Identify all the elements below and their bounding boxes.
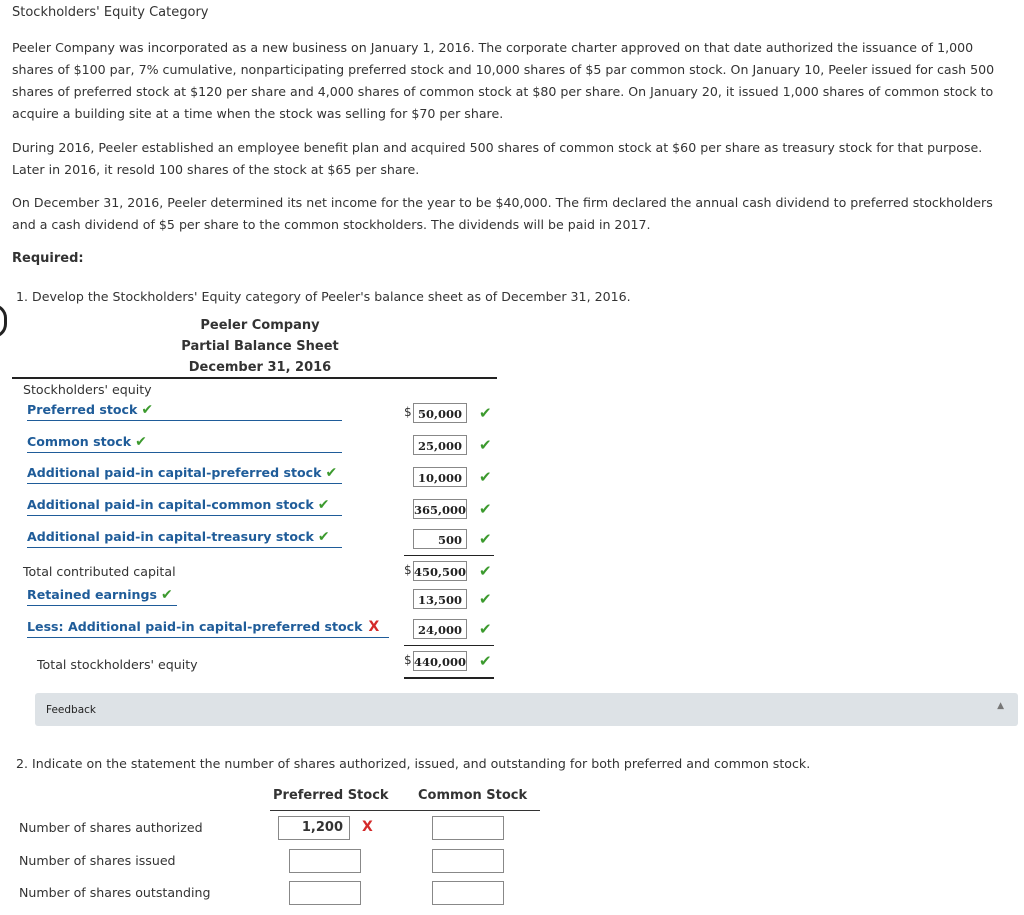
less-deduction-select[interactable] <box>27 619 389 638</box>
shares-issued-label: Number of shares issued <box>19 853 176 868</box>
subtotal-rule <box>404 645 494 646</box>
preferred-stock-input[interactable]: 50,000 <box>413 403 467 423</box>
preferred-stock-column-header: Preferred Stock <box>273 788 389 803</box>
check-icon: ✔ <box>479 404 492 422</box>
common-stock-column-header: Common Stock <box>418 788 528 803</box>
apic-common-select[interactable] <box>27 497 342 516</box>
check-icon: ✔ <box>479 562 492 580</box>
statement-company: Peeler Company <box>200 318 320 333</box>
feedback-label: Feedback <box>46 704 97 716</box>
retained-earnings-input[interactable]: 13,500 <box>413 589 467 609</box>
section-label: Stockholders' equity <box>23 382 152 397</box>
incorrect-x-icon: X <box>368 619 380 635</box>
check-icon: ✔ <box>317 529 330 545</box>
check-icon: ✔ <box>479 468 492 486</box>
row-label-text: Retained earnings <box>27 587 157 602</box>
statement-name: Partial Balance Sheet <box>181 339 339 354</box>
row-label-text: Additional paid-in capital-common stock <box>27 497 314 512</box>
check-icon: ✔ <box>479 620 492 638</box>
less-deduction-input[interactable]: 24,000 <box>413 619 467 639</box>
check-icon: ✔ <box>479 590 492 608</box>
subtotal-rule <box>404 555 494 556</box>
common-stock-select[interactable] <box>27 434 342 453</box>
header-rule <box>270 810 540 811</box>
total-equity-label: Total stockholders' equity <box>37 657 198 672</box>
total-contributed-label: Total contributed capital <box>23 564 176 579</box>
common-outstanding-input[interactable] <box>432 881 504 905</box>
check-icon: ✔ <box>141 402 154 418</box>
scroll-edge-marker <box>0 304 7 338</box>
problem-paragraph-3: On December 31, 2016, Peeler determined its net income for the year to be $40,000. The firm declared the annual cash dividend to preferred stockholders and a cash dividend of $5 per share to the common stockholders. The dividends will be paid in 2017. <box>12 195 993 232</box>
incorrect-x-icon: X <box>362 819 373 835</box>
preferred-outstanding-input[interactable] <box>289 881 361 905</box>
check-icon: ✔ <box>479 500 492 518</box>
common-stock-input[interactable]: 25,000 <box>413 435 467 455</box>
check-icon: ✔ <box>479 652 492 670</box>
check-icon: ✔ <box>135 434 147 450</box>
apic-preferred-input[interactable]: 10,000 <box>413 467 467 487</box>
apic-treasury-input[interactable]: 500 <box>413 529 467 549</box>
statement-date: December 31, 2016 <box>188 360 332 375</box>
common-authorized-input[interactable] <box>432 816 504 840</box>
preferred-authorized-input[interactable]: 1,200 <box>278 816 350 840</box>
check-icon: ✔ <box>325 465 338 481</box>
total-equity-input[interactable]: 440,000 <box>413 651 467 671</box>
row-label-text: Additional paid-in capital-treasury stock <box>27 529 314 544</box>
total-contributed-input[interactable]: 450,500 <box>413 561 467 581</box>
dollar-sign: $ <box>404 405 412 419</box>
feedback-panel[interactable] <box>35 693 1018 726</box>
row-label-text: Preferred stock <box>27 402 138 417</box>
apic-common-input[interactable]: 365,000 <box>413 499 467 519</box>
check-icon: ✔ <box>479 530 492 548</box>
dollar-sign: $ <box>404 653 412 667</box>
double-rule <box>404 677 494 679</box>
question-2-text: 2. Indicate on the statement the number of shares authorized, issued, and outstanding for both preferred and common stock. <box>16 756 811 771</box>
page-title: Stockholders' Equity Category <box>12 5 209 20</box>
check-icon: ✔ <box>161 587 173 603</box>
statement-top-rule <box>12 377 497 379</box>
check-icon: ✔ <box>317 497 330 513</box>
question-1-text: 1. Develop the Stockholders' Equity category of Peeler's balance sheet as of December 31, 2016. <box>16 289 631 304</box>
dollar-sign: $ <box>404 563 412 577</box>
apic-preferred-select[interactable] <box>27 465 342 484</box>
required-heading: Required: <box>12 251 84 266</box>
preferred-issued-input[interactable] <box>289 849 361 873</box>
collapse-arrow-icon[interactable]: ▲ <box>997 701 1004 711</box>
row-label-text: Additional paid-in capital-preferred stock <box>27 465 322 480</box>
shares-authorized-label: Number of shares authorized <box>19 820 203 835</box>
row-label-text: Common stock <box>27 434 132 449</box>
apic-treasury-select[interactable] <box>27 529 342 548</box>
problem-paragraph-2: During 2016, Peeler established an employee benefit plan and acquired 500 shares of common stock at $60 per share as treasury stock for that purpose. Later in 2016, it resold 100 shares of the stock at $65 per share. <box>12 140 983 177</box>
common-issued-input[interactable] <box>432 849 504 873</box>
shares-outstanding-label: Number of shares outstanding <box>19 885 211 900</box>
row-label-text: Less: Additional paid-in capital-preferred stock <box>27 619 363 634</box>
problem-paragraph-1: Peeler Company was incorporated as a new business on January 1, 2016. The corporate charter approved on that date authorized the issuance of 1,000 shares of $100 par, 7% cumulative, nonparticipating preferred stock and 10,000 shares of $5 par common stock. On January 10, Peeler issued for cash 500 shares of preferred stock at $120 per share and 4,000 shares of common stock at $80 per share. On January 20, it issued 1,000 shares of common stock to acquire a building site at a time when the stock was selling for $70 per share. <box>12 40 995 121</box>
preferred-stock-select[interactable] <box>27 402 342 421</box>
check-icon: ✔ <box>479 436 492 454</box>
retained-earnings-select[interactable] <box>27 587 177 606</box>
